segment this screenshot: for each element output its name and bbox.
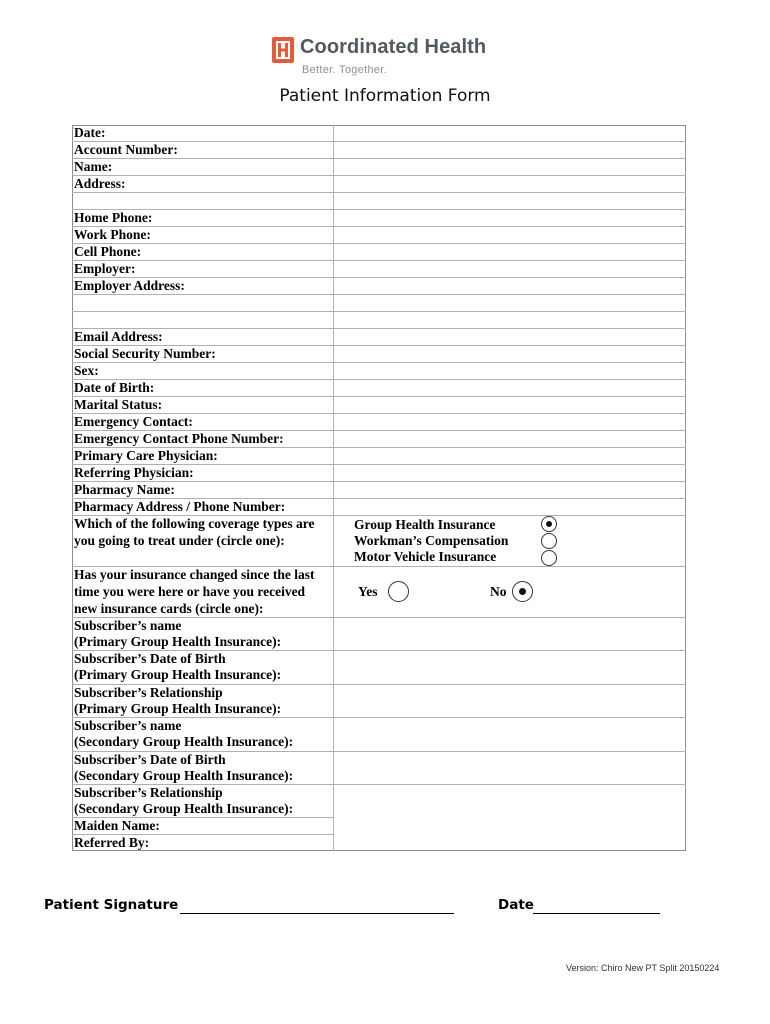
label-sub-dob-secondary-2: (Secondary Group Health Insurance): xyxy=(74,768,294,783)
label-home-phone: Home Phone: xyxy=(74,210,153,225)
row-emergency-phone[interactable] xyxy=(72,431,686,448)
row-primary-physician[interactable] xyxy=(72,448,686,465)
label-name: Name: xyxy=(74,159,113,174)
radio-yes[interactable] xyxy=(388,581,409,602)
label-address: Address: xyxy=(74,176,126,191)
row-cell-phone[interactable] xyxy=(72,244,686,261)
label-primary-physician: Primary Care Physician: xyxy=(74,448,218,463)
row-address-2[interactable] xyxy=(72,193,686,210)
label-sex: Sex: xyxy=(74,363,99,378)
label-changed-line-2: time you were here or have you received xyxy=(74,584,306,599)
version-text: Version: Chiro New PT Split 20150224 xyxy=(566,963,720,973)
row-referred-by[interactable] xyxy=(72,835,334,851)
row-pharmacy-address[interactable] xyxy=(72,499,686,516)
row-sex[interactable] xyxy=(72,363,686,380)
row-emergency-contact[interactable] xyxy=(72,414,686,431)
label-dob: Date of Birth: xyxy=(74,380,155,395)
label-pharmacy-address: Pharmacy Address / Phone Number: xyxy=(74,499,286,514)
row-employer-address[interactable] xyxy=(72,278,686,295)
label-emergency-phone: Emergency Contact Phone Number: xyxy=(74,431,284,446)
row-ssn[interactable] xyxy=(72,346,686,363)
radio-group-health[interactable] xyxy=(541,516,557,532)
signature-label: Patient Signature xyxy=(44,897,179,913)
signature-line[interactable] xyxy=(180,913,454,914)
row-dob[interactable] xyxy=(72,380,686,397)
radio-workmans-comp[interactable] xyxy=(541,533,557,549)
label-sub-dob-secondary-1: Subscriber’s Date of Birth xyxy=(74,752,226,767)
label-marital-status: Marital Status: xyxy=(74,397,163,412)
label-work-phone: Work Phone: xyxy=(74,227,151,242)
row-maiden-name[interactable] xyxy=(72,818,334,835)
label-sub-rel-primary-1: Subscriber’s Relationship xyxy=(74,685,223,700)
label-pharmacy-name: Pharmacy Name: xyxy=(74,482,175,497)
row-sub-name-primary[interactable] xyxy=(72,618,686,651)
option-workmans-comp-label: Workman’s Compensation xyxy=(354,533,509,548)
label-maiden-name: Maiden Name: xyxy=(74,818,160,833)
label-account-number: Account Number: xyxy=(74,142,178,157)
row-sub-dob-secondary[interactable] xyxy=(72,752,686,785)
label-referred-by: Referred By: xyxy=(74,835,150,850)
label-coverage-line-2: you going to treat under (circle one): xyxy=(74,533,285,548)
radio-motor-vehicle[interactable] xyxy=(541,550,557,566)
label-date: Date: xyxy=(74,125,106,140)
label-sub-rel-secondary-2: (Secondary Group Health Insurance): xyxy=(74,801,294,816)
label-referring-physician: Referring Physician: xyxy=(74,465,194,480)
label-employer: Employer: xyxy=(74,261,136,276)
row-employer[interactable] xyxy=(72,261,686,278)
date-line[interactable] xyxy=(533,913,660,914)
label-employer-address: Employer Address: xyxy=(74,278,185,293)
row-name[interactable] xyxy=(72,159,686,176)
label-email: Email Address: xyxy=(74,329,163,344)
row-pharmacy-name[interactable] xyxy=(72,482,686,499)
label-ssn: Social Security Number: xyxy=(74,346,216,361)
label-sub-dob-primary-1: Subscriber’s Date of Birth xyxy=(74,651,226,666)
logo-name: Coordinated Health xyxy=(300,36,487,58)
row-sub-rel-secondary[interactable] xyxy=(72,785,334,818)
row-sub-name-secondary[interactable] xyxy=(72,718,686,752)
row-address[interactable] xyxy=(72,176,686,193)
row-home-phone[interactable] xyxy=(72,210,686,227)
label-sub-rel-primary-2: (Primary Group Health Insurance): xyxy=(74,701,282,716)
label-coverage-line-1: Which of the following coverage types are xyxy=(74,516,315,531)
row-sub-dob-primary[interactable] xyxy=(72,651,686,685)
label-changed-line-3: new insurance cards (circle one): xyxy=(74,601,264,616)
row-insurance-changed xyxy=(72,567,686,618)
label-sub-name-secondary-2: (Secondary Group Health Insurance): xyxy=(74,734,294,749)
option-no-label: No xyxy=(490,584,507,599)
coordinated-health-logo xyxy=(272,36,512,80)
date-label: Date xyxy=(498,897,534,913)
row-marital-status[interactable] xyxy=(72,397,686,414)
page-title: Patient Information Form xyxy=(279,86,491,106)
option-group-health-label: Group Health Insurance xyxy=(354,517,496,532)
option-motor-vehicle-label: Motor Vehicle Insurance xyxy=(354,549,497,564)
row-account-number[interactable] xyxy=(72,142,686,159)
label-sub-name-primary-1: Subscriber’s name xyxy=(74,618,182,633)
row-email[interactable] xyxy=(72,329,686,346)
label-sub-name-primary-2: (Primary Group Health Insurance): xyxy=(74,634,282,649)
label-sub-dob-primary-2: (Primary Group Health Insurance): xyxy=(74,667,282,682)
row-employer-address-3[interactable] xyxy=(72,312,686,329)
patient-info-table xyxy=(72,125,686,851)
radio-no[interactable] xyxy=(512,581,533,602)
logo-mark-icon xyxy=(272,37,294,63)
label-sub-name-secondary-1: Subscriber’s name xyxy=(74,718,182,733)
option-yes-label: Yes xyxy=(358,584,378,599)
row-employer-address-2[interactable] xyxy=(72,295,686,312)
row-date[interactable] xyxy=(72,125,686,142)
row-sub-rel-primary[interactable] xyxy=(72,685,686,718)
label-sub-rel-secondary-1: Subscriber’s Relationship xyxy=(74,785,223,800)
row-referring-physician[interactable] xyxy=(72,465,686,482)
logo-tagline: Better. Together. xyxy=(302,64,388,76)
row-work-phone[interactable] xyxy=(72,227,686,244)
row-coverage-type xyxy=(72,516,686,567)
label-changed-line-1: Has your insurance changed since the last xyxy=(74,567,315,582)
label-emergency-contact: Emergency Contact: xyxy=(74,414,193,429)
label-cell-phone: Cell Phone: xyxy=(74,244,142,259)
